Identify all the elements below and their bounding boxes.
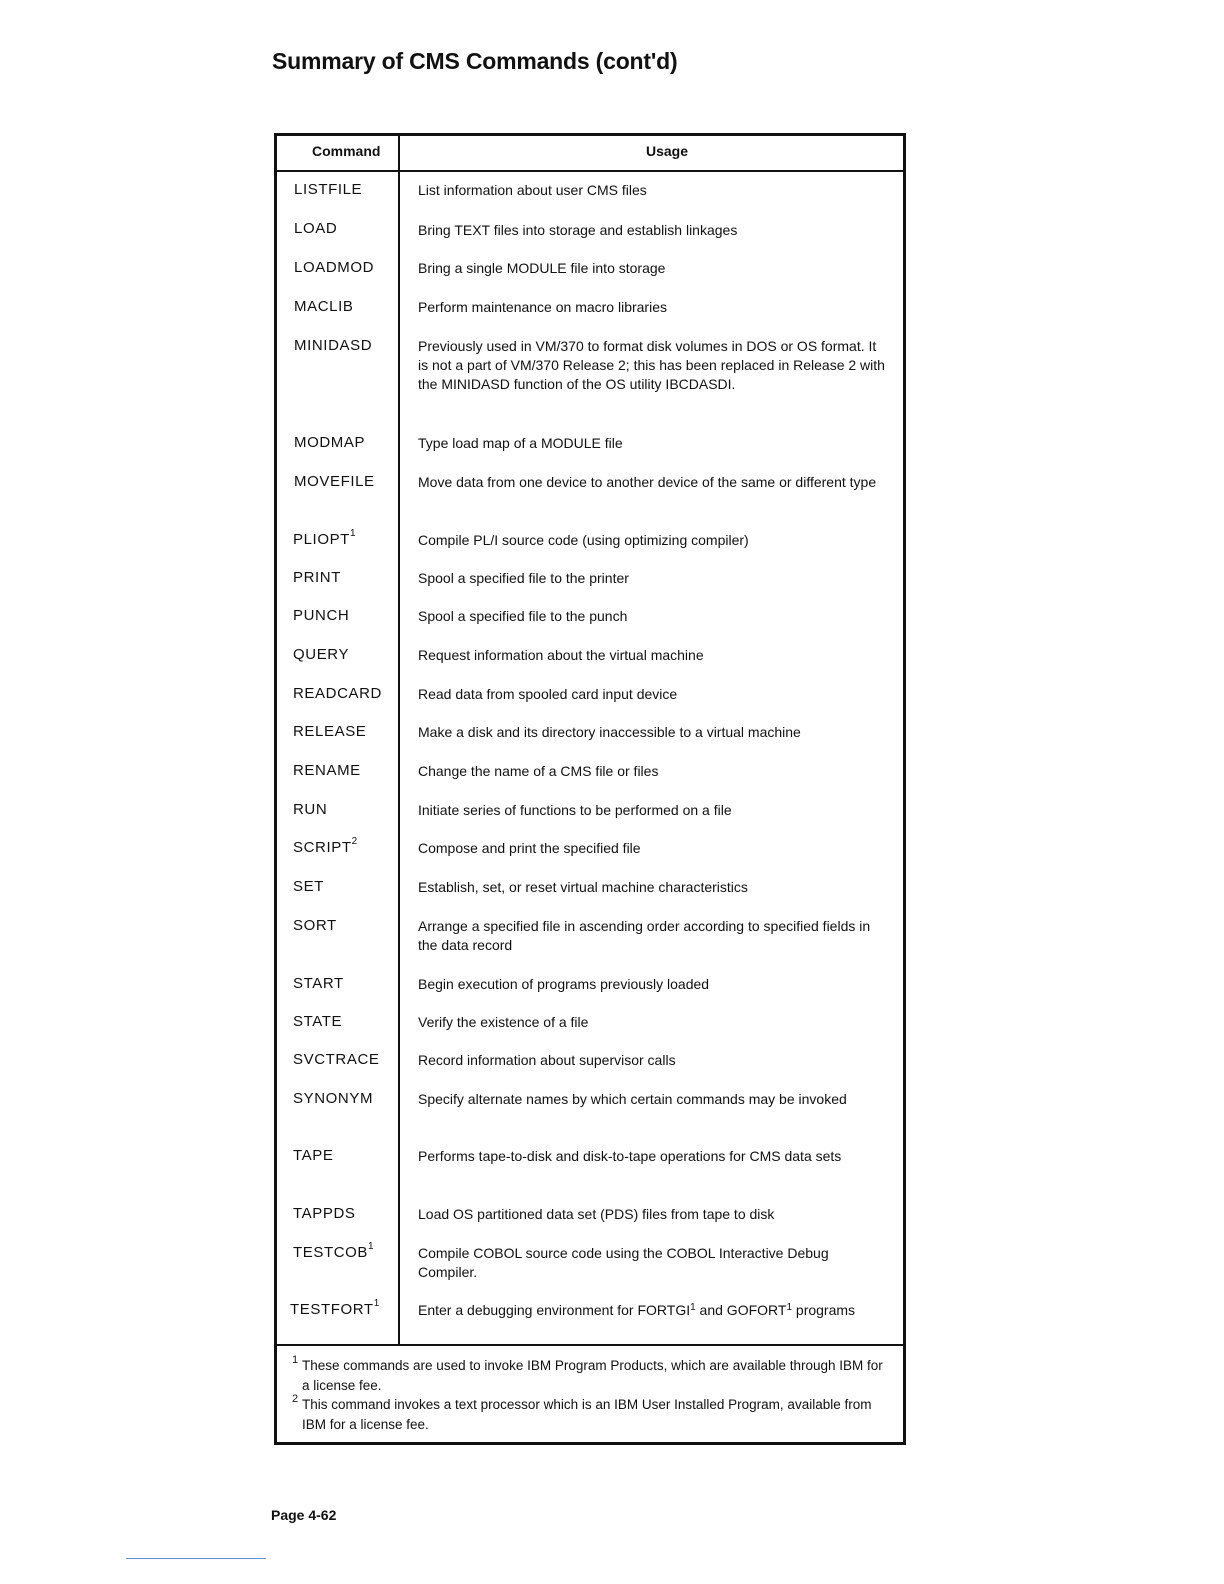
usage-cell: Read data from spooled card input device	[418, 686, 678, 702]
command-cell	[293, 528, 393, 548]
command-cell	[293, 1205, 393, 1222]
command-name: LOADMOD	[294, 259, 375, 276]
usage-cell: Establish, set, or reset virtual machine characteristics	[418, 879, 748, 895]
command-name: PUNCH	[293, 607, 350, 624]
command-name: TAPE	[293, 1147, 334, 1164]
command-name: MOVEFILE	[294, 473, 375, 490]
footnote-text: These commands are used to invoke IBM Program Products, which are available through IBM for a license fee.	[302, 1358, 883, 1393]
footnote-mark: 1	[292, 1354, 299, 1366]
command-cell	[293, 1147, 393, 1164]
command-name: LISTFILE	[294, 181, 363, 198]
command-cell	[294, 220, 394, 237]
command-name: MODMAP	[294, 434, 366, 451]
usage-cell: Begin execution of programs previously loaded	[418, 976, 710, 992]
usage-column-header: Usage	[646, 143, 689, 159]
command-cell	[294, 473, 394, 490]
usage-cell: Load OS partitioned data set (PDS) files from tape to disk	[418, 1206, 775, 1222]
usage-cell: Make a disk and its directory inaccessible to a virtual machine	[418, 724, 801, 740]
usage-cell: Change the name of a CMS file or files	[418, 763, 659, 779]
command-name: RUN	[293, 801, 328, 818]
footnote-reference: 1	[786, 1302, 793, 1313]
command-name: RENAME	[293, 762, 361, 779]
usage-cell: Compose and print the specified file	[418, 840, 641, 856]
command-cell	[294, 259, 394, 276]
footnote-2	[292, 1395, 892, 1434]
usage-cell: Specify alternate names by which certain commands may be invoked	[418, 1091, 847, 1107]
command-name: RELEASE	[293, 723, 367, 740]
command-cell	[293, 646, 393, 663]
footnote-divider	[277, 1344, 903, 1346]
divider	[126, 1558, 266, 1559]
command-cell	[294, 434, 394, 451]
command-cell	[293, 1090, 393, 1107]
command-name: MINIDASD	[294, 337, 373, 354]
usage-cell: Compile PL/I source code (using optimizing compiler)	[418, 532, 749, 548]
command-cell	[293, 1051, 393, 1068]
usage-cell: Compile COBOL source code using the COBOL Interactive Debug Compiler.	[418, 1245, 829, 1280]
usage-text: programs	[792, 1302, 856, 1318]
command-cell	[290, 1298, 390, 1318]
command-name: TAPPDS	[293, 1205, 356, 1222]
usage-cell: Spool a specified file to the printer	[418, 570, 629, 586]
command-name: STATE	[293, 1013, 343, 1030]
column-divider	[398, 136, 400, 1345]
footnote-reference: 2	[351, 836, 358, 847]
command-cell	[294, 298, 394, 315]
usage-cell: Previously used in VM/370 to format disk volumes in DOS or OS format. It is not a part of VM/370 Release 2; this has been replaced in Release 2 with the MINIDASD function of the OS utility IBCDASDI.	[418, 338, 885, 392]
command-name: SORT	[293, 917, 337, 934]
command-name: TESTFORT	[290, 1301, 374, 1318]
command-cell	[293, 762, 393, 779]
command-name: SYNONYM	[293, 1090, 374, 1107]
page-title: Summary of CMS Commands (cont'd)	[272, 48, 678, 74]
usage-cell: Type load map of a MODULE file	[418, 435, 623, 451]
command-name: SET	[293, 878, 324, 895]
usage-cell: Perform maintenance on macro libraries	[418, 299, 667, 315]
page-number: Page 4-62	[271, 1507, 337, 1523]
usage-cell: Record information about supervisor calls	[418, 1052, 676, 1068]
command-name: MACLIB	[294, 298, 354, 315]
usage-cell: List information about user CMS files	[418, 182, 647, 198]
command-cell	[293, 685, 393, 702]
command-cell	[293, 917, 393, 934]
command-cell	[294, 337, 394, 354]
usage-cell: Verify the existence of a file	[418, 1014, 589, 1030]
footnote-reference: 1	[349, 528, 357, 539]
command-name: QUERY	[293, 646, 350, 663]
footnotes	[292, 1356, 892, 1434]
usage-cell: Bring a single MODULE file into storage	[418, 260, 666, 276]
usage-cell: Move data from one device to another device of the same or different type	[418, 474, 877, 490]
usage-cell: Spool a specified file to the punch	[418, 608, 628, 624]
command-cell	[294, 181, 394, 198]
command-name: START	[293, 975, 344, 992]
footnote-reference: 1	[690, 1302, 696, 1313]
header-divider	[277, 170, 903, 172]
usage-cell: Initiate series of functions to be performed on a file	[418, 802, 732, 818]
command-name: SVCTRACE	[293, 1051, 380, 1068]
command-cell	[293, 975, 393, 992]
usage-cell: Request information about the virtual machine	[418, 647, 704, 663]
command-name: READCARD	[293, 685, 382, 702]
command-cell	[293, 569, 393, 586]
usage-text: and GOFORT	[695, 1302, 787, 1318]
command-column-header: Command	[312, 143, 381, 159]
command-cell	[293, 1241, 393, 1261]
command-name: PRINT	[293, 569, 341, 586]
command-name: PLIOPT	[293, 531, 350, 548]
usage-cell	[418, 1301, 890, 1320]
footnote-reference: 1	[373, 1298, 380, 1309]
usage-text: Enter a debugging environment for FORTGI	[418, 1302, 691, 1318]
footnote-text: This command invokes a text processor which is an IBM User Installed Program, available from IBM for a license fee.	[302, 1397, 872, 1432]
usage-cell: Performs tape-to-disk and disk-to-tape operations for CMS data sets	[418, 1148, 842, 1164]
command-name: SCRIPT	[293, 839, 352, 856]
footnote-mark: 2	[292, 1393, 299, 1405]
command-name: TESTCOB	[293, 1244, 369, 1261]
command-cell	[293, 723, 393, 740]
footnote-1	[292, 1356, 892, 1395]
command-cell	[293, 836, 393, 856]
footnote-reference: 1	[368, 1241, 375, 1252]
usage-cell: Arrange a specified file in ascending order according to specified fields in the data record	[418, 918, 871, 953]
command-cell	[293, 801, 393, 818]
command-cell	[293, 607, 393, 624]
command-name: LOAD	[294, 220, 338, 237]
command-cell	[293, 1013, 393, 1030]
usage-cell: Bring TEXT files into storage and establish linkages	[418, 222, 738, 238]
command-cell	[293, 878, 393, 895]
